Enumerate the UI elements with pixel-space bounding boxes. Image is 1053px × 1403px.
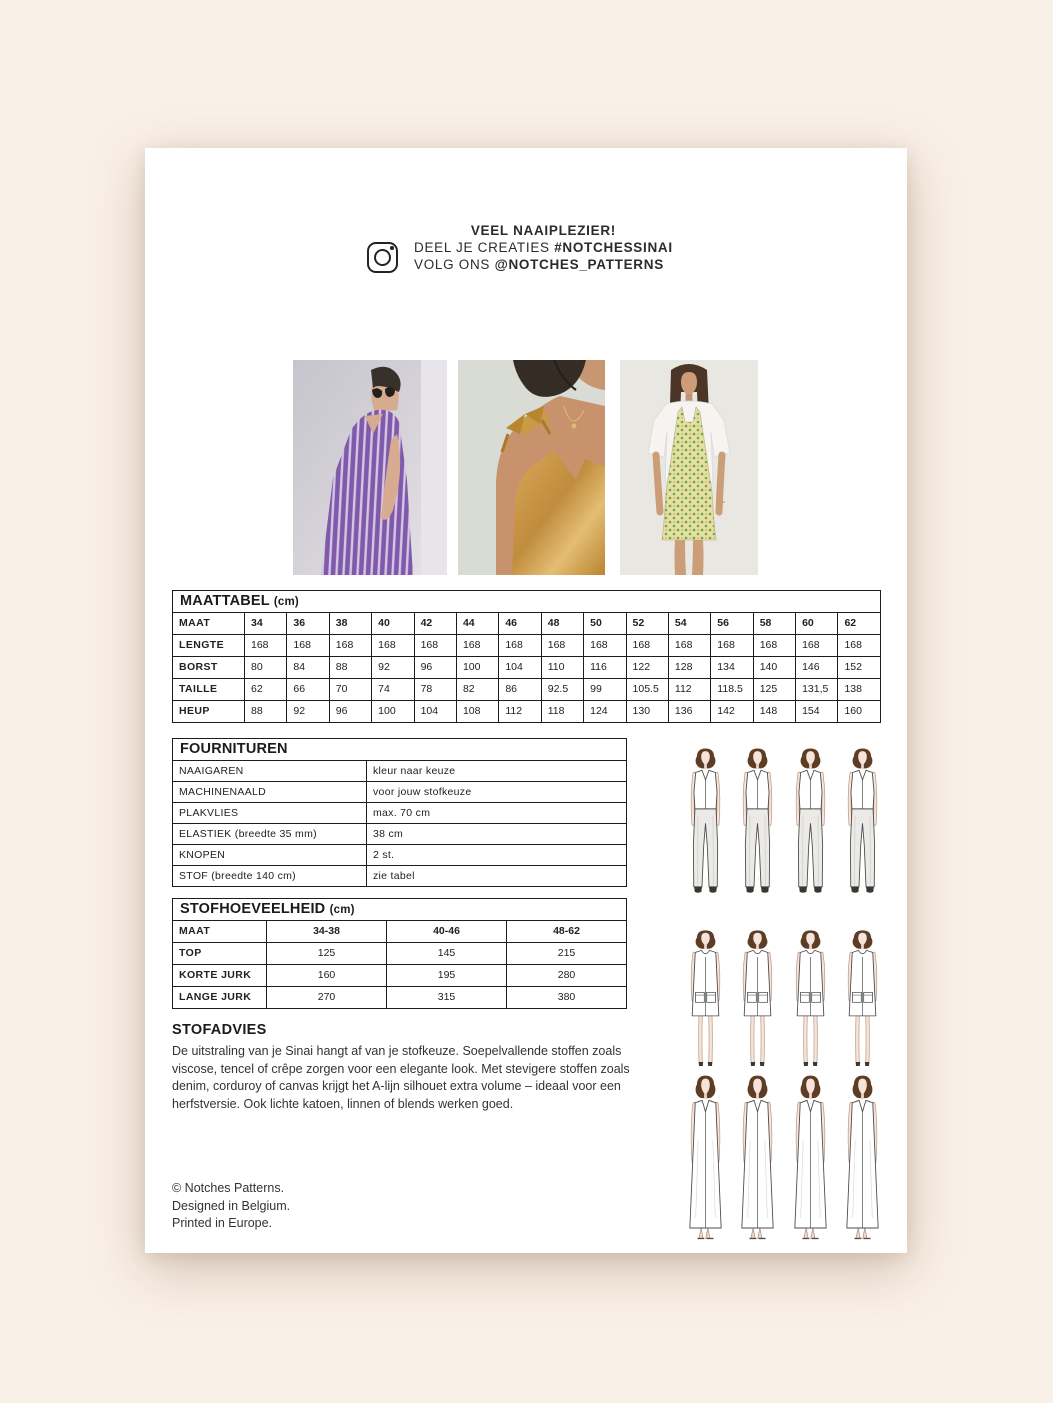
cell: 128 xyxy=(668,656,710,678)
croquis-short-dress-icon xyxy=(787,929,834,1072)
maattabel-section xyxy=(172,590,881,723)
cell: 154 xyxy=(796,700,838,722)
cell: 42 xyxy=(414,612,456,634)
cell: 112 xyxy=(499,700,541,722)
row-label: NAAIGAREN xyxy=(173,760,367,781)
croquis-short-dress-icon xyxy=(734,929,781,1072)
table-row xyxy=(173,656,881,678)
cell: kleur naar keuze xyxy=(367,760,627,781)
table-row xyxy=(173,634,881,656)
cell: 168 xyxy=(711,634,753,656)
croquis-top-pants-icon xyxy=(682,747,729,902)
row-label: ELASTIEK (breedte 35 mm) xyxy=(173,823,367,844)
croquis-short-dress-icon xyxy=(839,929,886,1072)
cell: 104 xyxy=(414,700,456,722)
cell: 168 xyxy=(499,634,541,656)
stofhoeveelheid-table xyxy=(172,920,627,1009)
croquis-long-dress-icon xyxy=(682,1074,729,1249)
social-line-1: VEEL NAAIPLEZIER! xyxy=(470,223,616,238)
maattabel-title: MAATTABEL (cm) xyxy=(172,590,881,613)
cell: 92 xyxy=(372,656,414,678)
cell: 48-62 xyxy=(507,920,627,942)
cell: 50 xyxy=(584,612,626,634)
cell: voor jouw stofkeuze xyxy=(367,781,627,802)
social-line-3: VOLG ONS @NOTCHES_PATTERNS xyxy=(414,257,664,272)
stofhoeveelheid-title: STOFHOEVEELHEID (cm) xyxy=(172,898,627,921)
pattern-sheet-page xyxy=(145,148,907,1253)
instagram-icon xyxy=(367,242,398,273)
cell: 148 xyxy=(753,700,795,722)
table-row xyxy=(173,781,627,802)
cell: 40-46 xyxy=(387,920,507,942)
cell: 105.5 xyxy=(626,678,668,700)
row-label: MAAT xyxy=(173,920,267,942)
cell: 125 xyxy=(753,678,795,700)
cell: 100 xyxy=(372,700,414,722)
photo-green-floral-pinafore xyxy=(620,360,758,575)
unit-label: (cm) xyxy=(273,596,299,608)
cell: 280 xyxy=(507,964,627,986)
cell: 2 st. xyxy=(367,844,627,865)
table-row xyxy=(173,964,627,986)
cell: 160 xyxy=(267,964,387,986)
cell: 168 xyxy=(456,634,498,656)
cell: 62 xyxy=(838,612,881,634)
cell: 36 xyxy=(287,612,329,634)
cell: 118.5 xyxy=(711,678,753,700)
cell: 195 xyxy=(387,964,507,986)
cell: 168 xyxy=(668,634,710,656)
handle-text: @NOTCHES_PATTERNS xyxy=(494,257,664,272)
cell: 46 xyxy=(499,612,541,634)
table-row xyxy=(173,986,627,1008)
cell: 80 xyxy=(245,656,287,678)
cell: 56 xyxy=(711,612,753,634)
croquis-long-dress-icon xyxy=(787,1074,834,1249)
table-row xyxy=(173,920,627,942)
cell: 70 xyxy=(329,678,371,700)
cell: 88 xyxy=(245,700,287,722)
table-row xyxy=(173,942,627,964)
cell: zie tabel xyxy=(367,865,627,886)
cell: 131,5 xyxy=(796,678,838,700)
footer-line-3: Printed in Europe. xyxy=(172,1216,273,1230)
cell: 34-38 xyxy=(267,920,387,942)
row-label: KNOPEN xyxy=(173,844,367,865)
cell: 168 xyxy=(796,634,838,656)
cell: 38 cm xyxy=(367,823,627,844)
cell: 82 xyxy=(456,678,498,700)
fournituren-section xyxy=(172,738,627,887)
cell: 60 xyxy=(796,612,838,634)
row-label: TOP xyxy=(173,942,267,964)
row-label: LANGE JURK xyxy=(173,986,267,1008)
maattabel-table xyxy=(172,612,881,723)
cell: 168 xyxy=(753,634,795,656)
cell: 270 xyxy=(267,986,387,1008)
footer-line-2: Designed in Belgium. xyxy=(172,1198,291,1213)
table-row xyxy=(173,700,881,722)
social-line-2: DEEL JE CREATIES #NOTCHESSINAI xyxy=(414,240,673,255)
cell: 168 xyxy=(541,634,583,656)
figures-top-with-pants xyxy=(682,747,886,902)
photo-strip xyxy=(293,360,758,575)
row-label: KORTE JURK xyxy=(173,964,267,986)
cell: 99 xyxy=(584,678,626,700)
cell: 78 xyxy=(414,678,456,700)
cell: 168 xyxy=(329,634,371,656)
table-row xyxy=(173,760,627,781)
cell: 86 xyxy=(499,678,541,700)
cell: 168 xyxy=(245,634,287,656)
social-text xyxy=(414,222,673,273)
cell: 58 xyxy=(753,612,795,634)
figures-short-dress xyxy=(682,929,886,1072)
cell: 44 xyxy=(456,612,498,634)
footer-line-1: © Notches Patterns. xyxy=(172,1181,285,1195)
table-row xyxy=(173,678,881,700)
row-label: PLAKVLIES xyxy=(173,802,367,823)
row-label: BORST xyxy=(173,656,245,678)
cell: 124 xyxy=(584,700,626,722)
cell: 100 xyxy=(456,656,498,678)
row-label: TAILLE xyxy=(173,678,245,700)
croquis-long-dress-icon xyxy=(839,1074,886,1249)
footer-credits xyxy=(172,1180,290,1233)
figures-long-dress xyxy=(682,1074,886,1249)
cell: 168 xyxy=(584,634,626,656)
cell: 136 xyxy=(668,700,710,722)
cell: 138 xyxy=(838,678,881,700)
row-label: MAAT xyxy=(173,612,245,634)
table-row xyxy=(173,844,627,865)
photo-gold-top-detail xyxy=(458,360,605,575)
cell: 134 xyxy=(711,656,753,678)
cell: 52 xyxy=(626,612,668,634)
cell: 92.5 xyxy=(541,678,583,700)
cell: 118 xyxy=(541,700,583,722)
row-label: MACHINENAALD xyxy=(173,781,367,802)
cell: 215 xyxy=(507,942,627,964)
unit-label: (cm) xyxy=(329,904,355,916)
fournituren-title: FOURNITUREN xyxy=(172,738,627,761)
row-label: LENGTE xyxy=(173,634,245,656)
stofadvies-section xyxy=(172,1022,664,1113)
cell: 34 xyxy=(245,612,287,634)
croquis-top-pants-icon xyxy=(787,747,834,902)
cell: 160 xyxy=(838,700,881,722)
cell: 54 xyxy=(668,612,710,634)
cell: 104 xyxy=(499,656,541,678)
cell: 38 xyxy=(329,612,371,634)
cell: 108 xyxy=(456,700,498,722)
cell: 315 xyxy=(387,986,507,1008)
cell: 96 xyxy=(329,700,371,722)
cell: 168 xyxy=(626,634,668,656)
table-row xyxy=(173,612,881,634)
cell: 152 xyxy=(838,656,881,678)
cell: 62 xyxy=(245,678,287,700)
cell: 168 xyxy=(838,634,881,656)
cell: 168 xyxy=(414,634,456,656)
cell: 146 xyxy=(796,656,838,678)
cell: 40 xyxy=(372,612,414,634)
table-row xyxy=(173,823,627,844)
croquis-short-dress-icon xyxy=(682,929,729,1072)
cell: 48 xyxy=(541,612,583,634)
cell: 142 xyxy=(711,700,753,722)
cell: max. 70 cm xyxy=(367,802,627,823)
cell: 140 xyxy=(753,656,795,678)
fournituren-table xyxy=(172,760,627,887)
croquis-long-dress-icon xyxy=(734,1074,781,1249)
hashtag-text: #NOTCHESSINAI xyxy=(554,240,673,255)
cell: 96 xyxy=(414,656,456,678)
cell: 88 xyxy=(329,656,371,678)
cell: 168 xyxy=(287,634,329,656)
croquis-top-pants-icon xyxy=(839,747,886,902)
photo-purple-striped-dress xyxy=(293,360,447,575)
cell: 122 xyxy=(626,656,668,678)
cell: 116 xyxy=(584,656,626,678)
cell: 130 xyxy=(626,700,668,722)
cell: 74 xyxy=(372,678,414,700)
cell: 112 xyxy=(668,678,710,700)
table-row xyxy=(173,865,627,886)
cell: 84 xyxy=(287,656,329,678)
cell: 145 xyxy=(387,942,507,964)
cell: 380 xyxy=(507,986,627,1008)
cell: 110 xyxy=(541,656,583,678)
table-row xyxy=(173,802,627,823)
croquis-top-pants-icon xyxy=(734,747,781,902)
stofadvies-body: De uitstraling van je Sinai hangt af van je stofkeuze. Soepelvallende stoffen zoals viscose, tencel of crêpe zorgen voor een elegante look. Met stevigere stoffen zoals denim, corduroy of canvas krijgt het A-lijn silhouet extra volume – ideaal voor een herfstversie. Ook lichte katoen, linnen of blends werken goed. xyxy=(172,1044,630,1111)
stofadvies-title: STOFADVIES xyxy=(172,1022,267,1038)
cell: 125 xyxy=(267,942,387,964)
row-label: STOF (breedte 140 cm) xyxy=(173,865,367,886)
cell: 66 xyxy=(287,678,329,700)
row-label: HEUP xyxy=(173,700,245,722)
stofhoeveelheid-section xyxy=(172,898,627,1009)
cell: 92 xyxy=(287,700,329,722)
cell: 168 xyxy=(372,634,414,656)
social-block xyxy=(367,222,673,273)
